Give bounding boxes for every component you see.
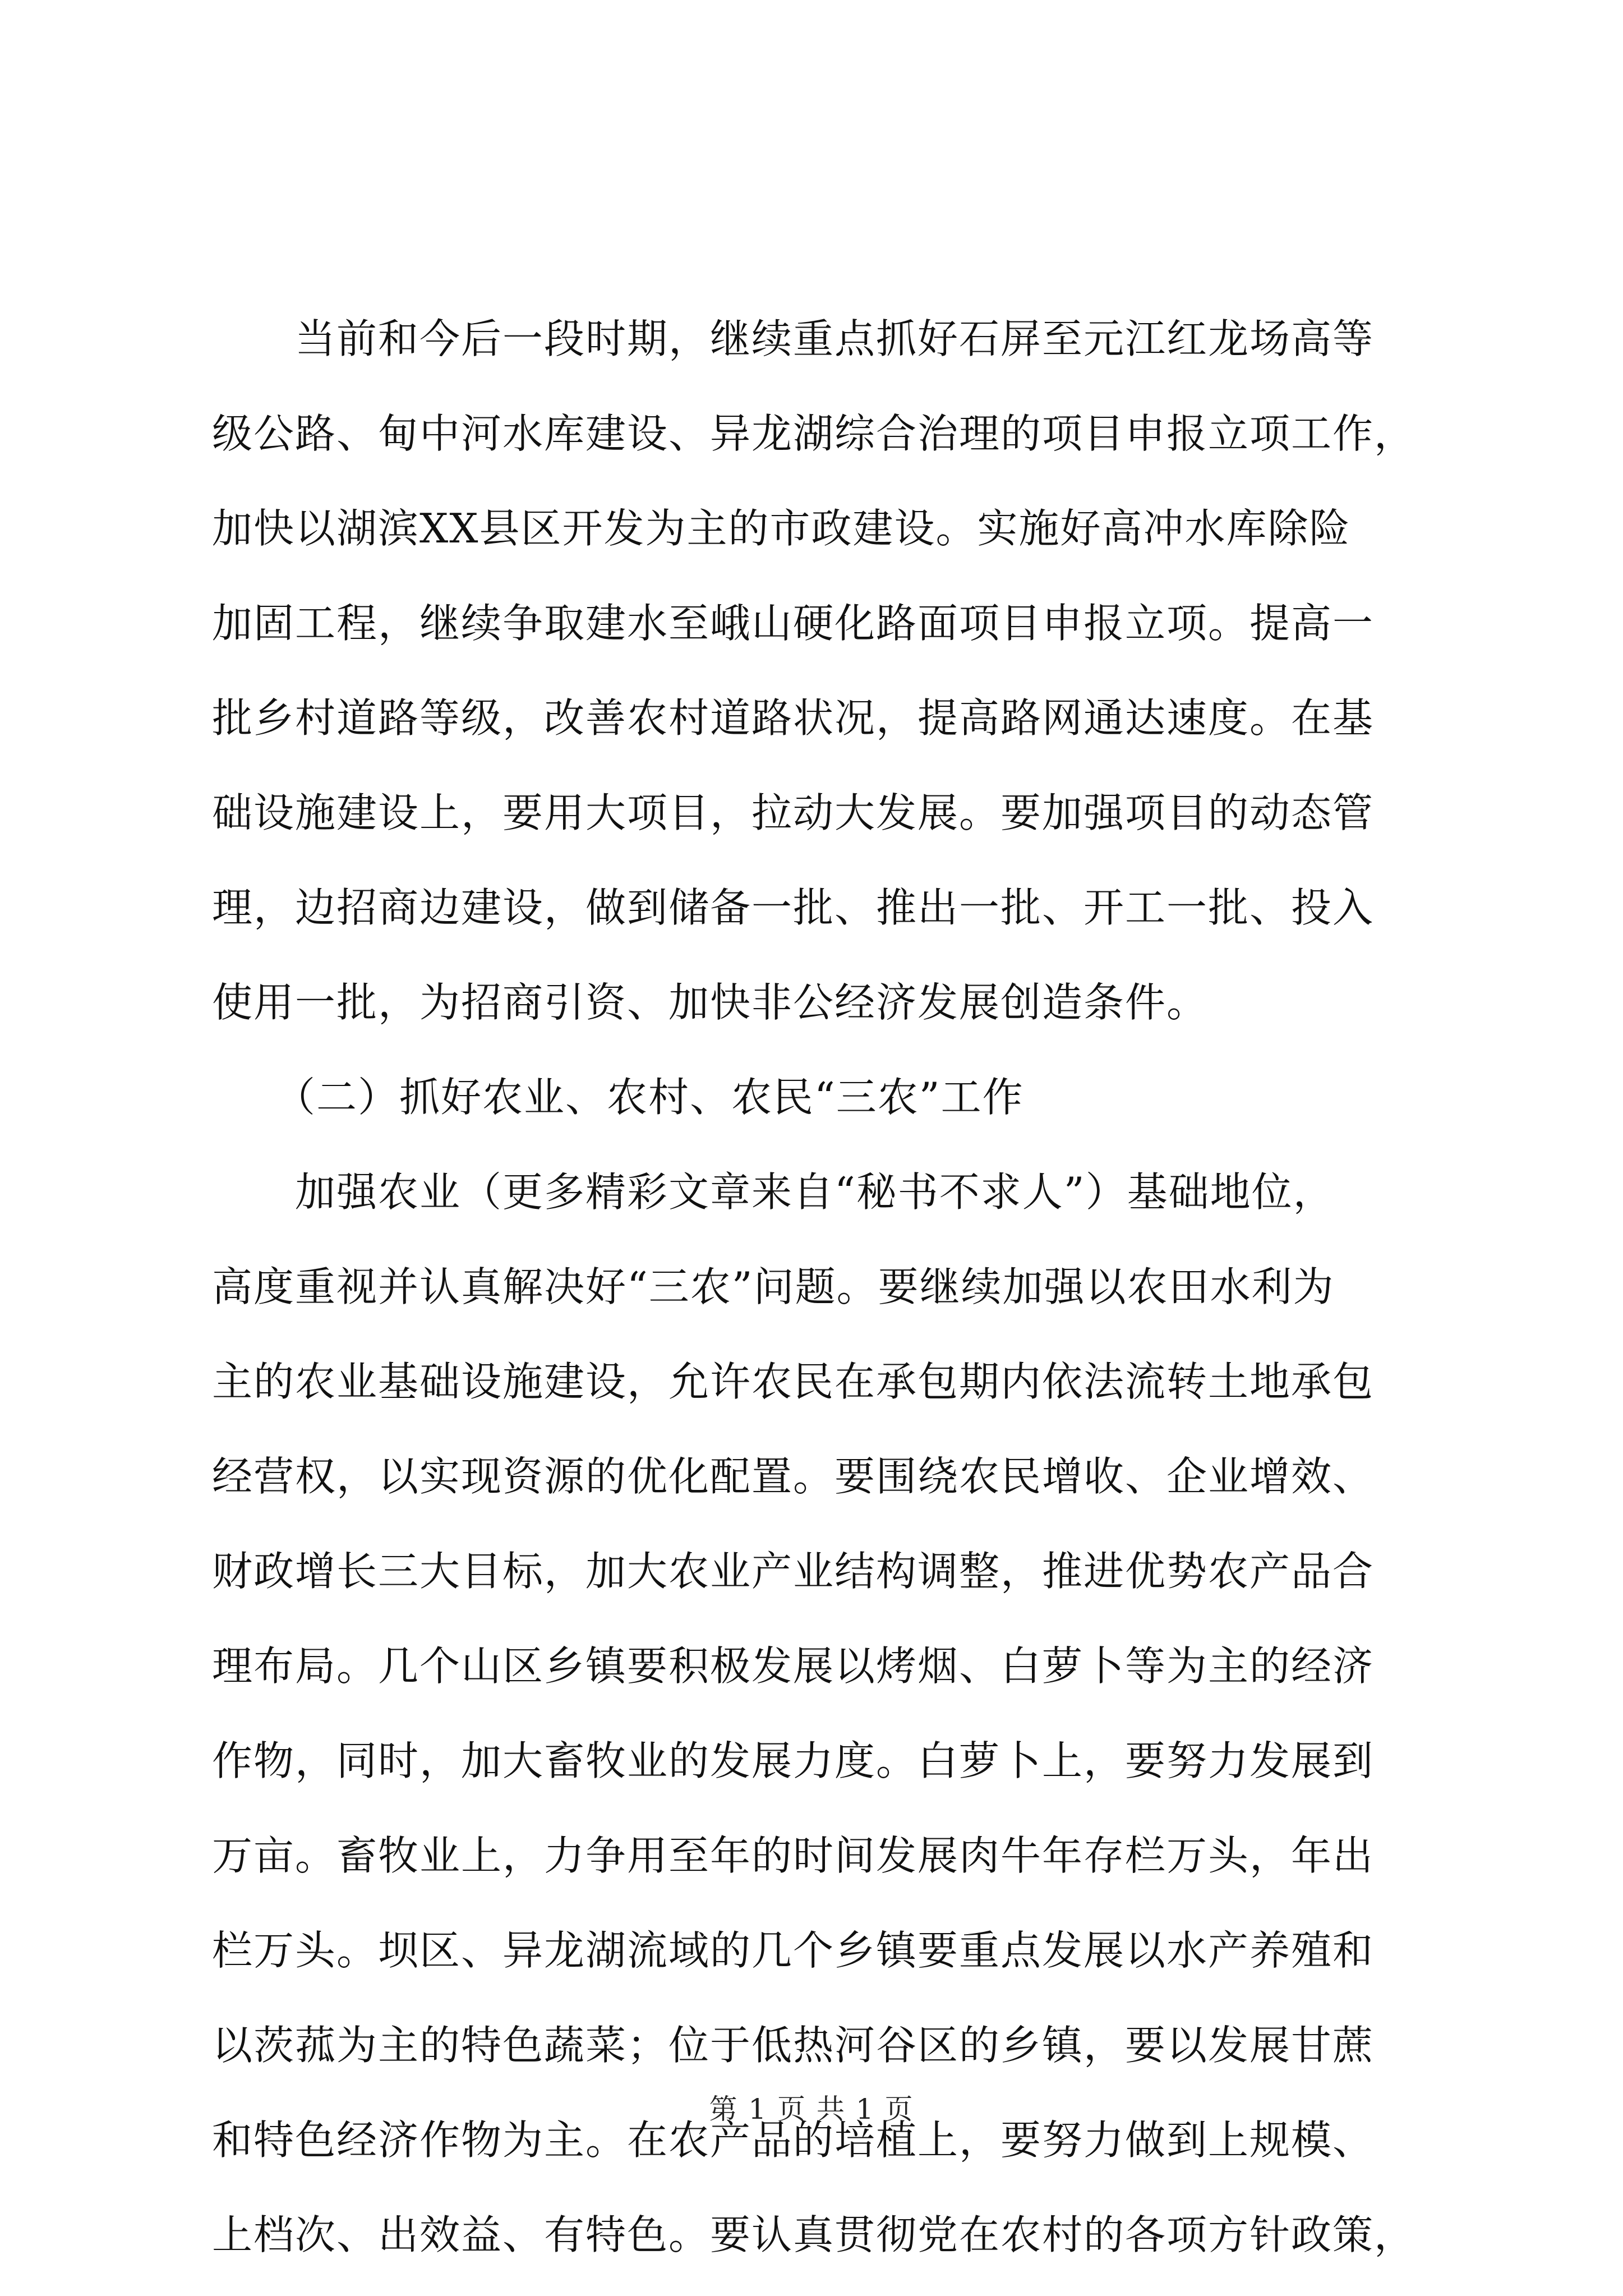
text-line: 加固工程，继续争取建水至峨山硬化路面项目申报立项。提高一 (212, 600, 1375, 647)
text-line: 以茨菰为主的特色蔬菜；位于低热河谷区的乡镇，要以发展甘蔗 (212, 2022, 1375, 2069)
text-line: 栏万头。坝区、异龙湖流域的几个乡镇要重点发展以水产养殖和 (212, 1927, 1375, 1974)
section-heading: （二）抓好农业、农村、农民“三农”工作 (212, 1074, 1024, 1121)
text-line: 作物，同时，加大畜牧业的发展力度。白萝卜上，要努力发展到 (212, 1737, 1375, 1784)
text-line: 加快以湖滨XX县区开发为主的市政建设。实施好高冲水库除险 (212, 505, 1351, 552)
text-line: 理，边招商边建设，做到储备一批、推出一批、开工一批、投入 (212, 884, 1375, 931)
text-line: 础设施建设上，要用大项目，拉动大发展。要加强项目的动态管 (212, 789, 1375, 836)
body-text (212, 292, 1418, 2283)
text-line: 财政增长三大目标，加大农业产业结构调整，推进优势农产品合 (212, 1548, 1375, 1595)
text-line: 主的农业基础设施建设，允许农民在承包期内依法流转土地承包 (212, 1358, 1375, 1405)
text-line: 理布局。几个山区乡镇要积极发展以烤烟、白萝卜等为主的经济 (212, 1642, 1375, 1690)
text-line: 万亩。畜牧业上，力争用至年的时间发展肉牛年存栏万头，年出 (212, 1832, 1375, 1879)
text-line: 级公路、甸中河水库建设、异龙湖综合治理的项目申报立项工作， (212, 410, 1416, 457)
text-line: 和特色经济作物为主。在农产品的培植上，要努力做到上规模、 (212, 2116, 1375, 2164)
text-line: 当前和今后一段时期，继续重点抓好石屏至元江红龙场高等 (212, 315, 1375, 362)
text-line: 加强农业（更多精彩文章来自“秘书不求人”）基础地位， (212, 1168, 1335, 1216)
text-line: 上档次、出效益、有特色。要认真贯彻党在农村的各项方针政策， (212, 2211, 1416, 2258)
text-line: 批乡村道路等级，改善农村道路状况，提高路网通达速度。在基 (212, 694, 1375, 742)
text-line: 使用一批，为招商引资、加快非公经济发展创造条件。 (212, 979, 1209, 1026)
text-line: 经营权，以实现资源的优化配置。要围绕农民增收、企业增效、 (212, 1453, 1375, 1500)
text-line: 高度重视并认真解决好“三农”问题。要继续加强以农田水利为 (212, 1263, 1335, 1310)
page-footer: 第 1 页 共 1 页 (709, 2093, 914, 2125)
